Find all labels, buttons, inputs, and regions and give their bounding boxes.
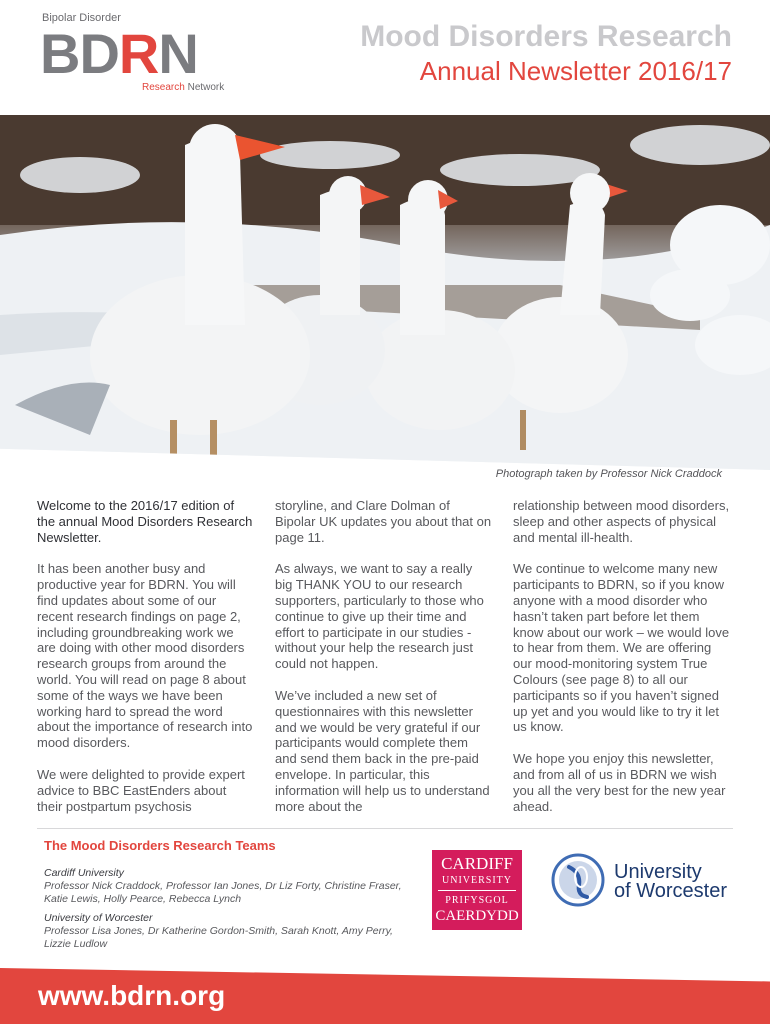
bdrn-logo (40, 10, 240, 96)
worcester-line: of Worcester (614, 880, 727, 902)
body-paragraph: We continue to welcome many new participants to BDRN, so if you know anyone with a mood disorder who hasn’t taken part before let them know about our work – we would love to hear from them. We are offering our mood-monitoring system True Colours (see page 8) to all our participants so if you haven’t signed up yet and you would like to try it let us know. (513, 561, 730, 735)
team-members: Professor Nick Craddock, Professor Ian Jones, Dr Liz Forty, Christine Fraser, Katie Lewis, Holly Pearce, Rebecca Lynch (44, 880, 402, 905)
cardiff-logo-line: CAERDYDD (435, 908, 519, 924)
cardiff-logo-line: PRIFYSGOL (445, 895, 509, 906)
cardiff-logo-line: CARDIFF (441, 854, 513, 873)
body-paragraph: We hope you enjoy this newsletter, and from all of us in BDRN we wish you all the very best for the new year ahead. (513, 751, 726, 814)
section-divider (37, 828, 733, 829)
worcester-emblem-icon (551, 853, 605, 907)
column-3 (513, 498, 731, 830)
body-paragraph: relationship between mood disorders, sleep and other aspects of physical and mental ill-health. (513, 498, 730, 545)
geese-illustration (0, 115, 770, 470)
worcester-line: University (614, 861, 702, 883)
column-2 (275, 498, 493, 830)
team-members: Professor Lisa Jones, Dr Katherine Gordon-Smith, Sarah Knott, Amy Perry, Lizzie Ludlow (44, 925, 393, 950)
column-1 (37, 498, 255, 830)
logo-tagline: Bipolar Disorder (42, 12, 121, 24)
hero-photo (0, 115, 770, 470)
logo-subtitle: Research Network (142, 82, 225, 93)
logo-rule (438, 890, 516, 891)
body-paragraph: As always, we want to say a really big THANK YOU to our research supporters, particularly to those who continue to give up their time and effort to participate in our studies - without your help the research just could not happen. (275, 561, 484, 672)
worcester-wordmark (614, 863, 727, 901)
newsletter-title: Mood Disorders Research (360, 20, 732, 53)
body-paragraph: We were delighted to provide expert advice to BBC EastEnders about their postpartum psychosis (37, 766, 245, 814)
team-cardiff (44, 867, 404, 906)
website-link[interactable]: www.bdrn.org (38, 980, 226, 1011)
cardiff-university-logo (432, 850, 522, 930)
teams-heading: The Mood Disorders Research Teams (44, 838, 276, 853)
team-name: University of Worcester (44, 912, 153, 924)
body-paragraph: It has been another busy and productive year for BDRN. You will find updates about some of our recent research findings on page 2, including groundbreaking work we are doing with other mood disorders research groups from around the world. You will read on page 8 about some of the ways we have been working hard to spread the word about the importance of research into mood disorders. (37, 561, 253, 751)
cardiff-logo-line: UNIVERSITY (442, 875, 512, 886)
body-paragraph: storyline, and Clare Dolman of Bipolar UK updates you about that on page 11. (275, 498, 492, 545)
team-name: Cardiff University (44, 867, 124, 879)
team-worcester (44, 912, 404, 951)
newsletter-subtitle: Annual Newsletter 2016/17 (419, 56, 732, 86)
intro-paragraph: Welcome to the 2016/17 edition of the annual Mood Disorders Research Newsletter. (37, 498, 253, 545)
body-paragraph: We’ve included a new set of questionnaires with this newsletter and we would be very grateful if our participants would complete them and send them back in the pre-paid envelope. In particular, this information will help us to understand more about the (275, 687, 490, 814)
photo-caption: Photograph taken by Professor Nick Craddock (495, 468, 722, 480)
logo-wordmark: BDRN (40, 22, 198, 85)
